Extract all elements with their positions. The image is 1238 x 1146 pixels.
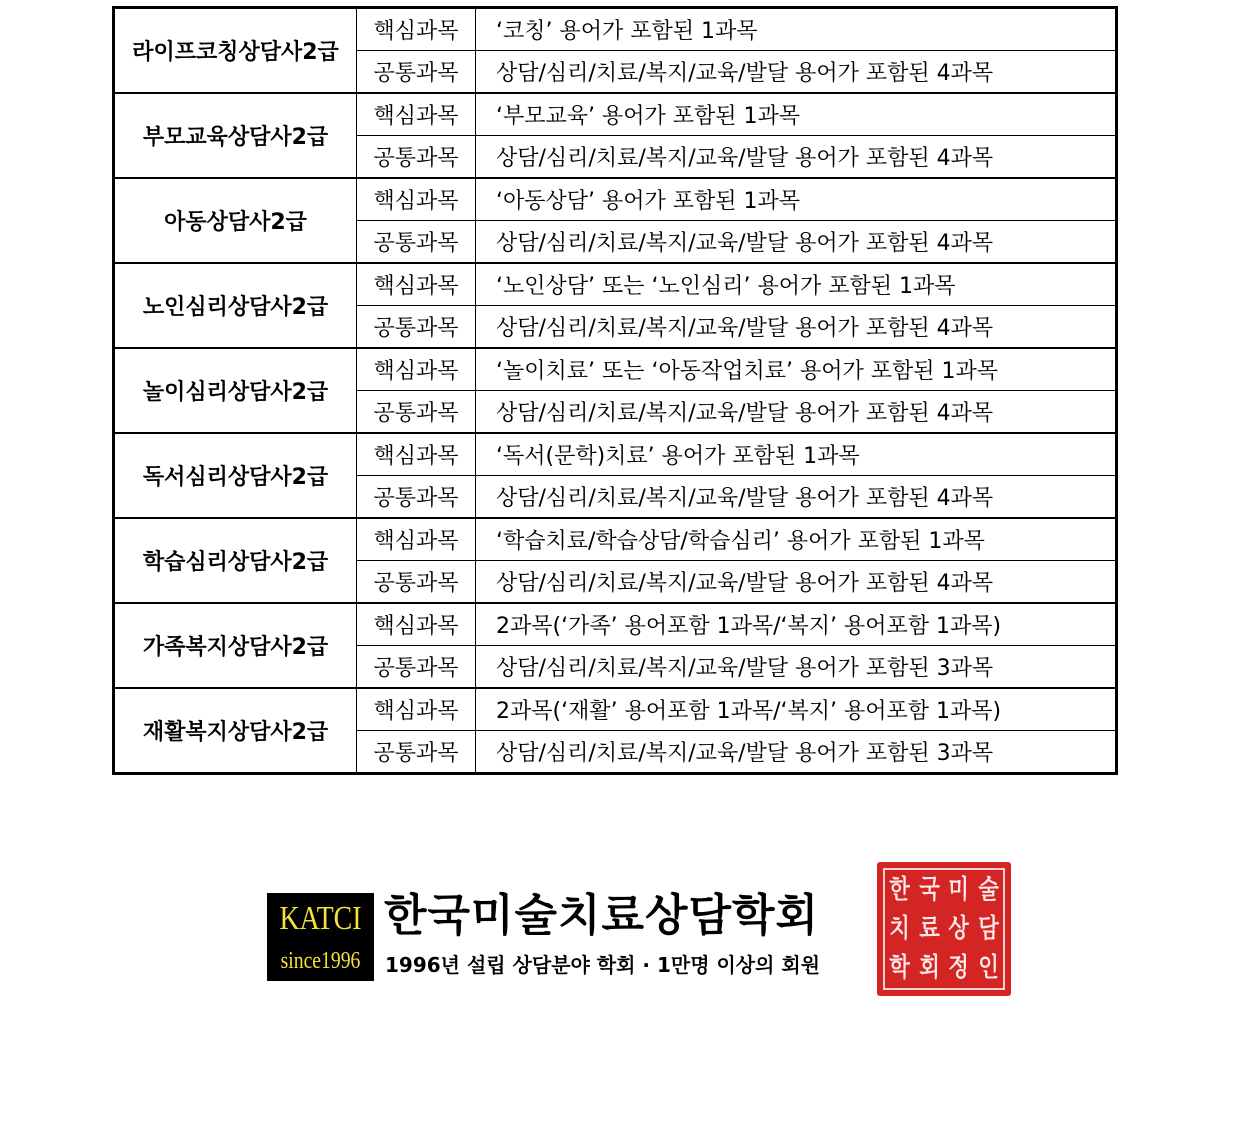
core-course-label: 핵심과목 — [357, 433, 476, 476]
seal-character: 인 — [977, 953, 999, 984]
society-name: 한국미술치료상담학회 — [384, 890, 820, 941]
common-course-requirement: 상담/심리/치료/복지/교육/발달 용어가 포함된 4과목 — [476, 306, 1117, 349]
common-course-requirement: 상담/심리/치료/복지/교육/발달 용어가 포함된 3과목 — [476, 731, 1117, 774]
table-row — [114, 263, 1117, 306]
table-row — [114, 603, 1117, 646]
table-row — [114, 688, 1117, 731]
core-course-label: 핵심과목 — [357, 603, 476, 646]
common-course-requirement: 상담/심리/치료/복지/교육/발달 용어가 포함된 4과목 — [476, 391, 1117, 434]
common-course-label: 공통과목 — [357, 391, 476, 434]
seal-character: 국 — [918, 874, 940, 905]
common-course-requirement: 상담/심리/치료/복지/교육/발달 용어가 포함된 3과목 — [476, 646, 1117, 689]
core-course-requirement: 2과목(‘가족’ 용어포함 1과목/‘복지’ 용어포함 1과목) — [476, 603, 1117, 646]
common-course-requirement: 상담/심리/치료/복지/교육/발달 용어가 포함된 4과목 — [476, 221, 1117, 264]
table-row — [114, 8, 1117, 51]
core-course-requirement: ‘노인상담’ 또는 ‘노인심리’ 용어가 포함된 1과목 — [476, 263, 1117, 306]
seal-character: 상 — [948, 913, 970, 944]
core-course-requirement: ‘부모교육’ 용어가 포함된 1과목 — [476, 93, 1117, 136]
core-course-requirement: 2과목(‘재활’ 용어포함 1과목/‘복지’ 용어포함 1과목) — [476, 688, 1117, 731]
common-course-requirement: 상담/심리/치료/복지/교육/발달 용어가 포함된 4과목 — [476, 476, 1117, 519]
table-row — [114, 348, 1117, 391]
common-course-label: 공통과목 — [357, 136, 476, 179]
seal-character: 미 — [948, 874, 970, 905]
table-body — [114, 8, 1117, 774]
table-row — [114, 93, 1117, 136]
certificate-name: 놀이심리상담사2급 — [114, 348, 357, 433]
core-course-label: 핵심과목 — [357, 518, 476, 561]
core-course-requirement: ‘놀이치료’ 또는 ‘아동작업치료’ 용어가 포함된 1과목 — [476, 348, 1117, 391]
certificate-name: 독서심리상담사2급 — [114, 433, 357, 518]
table-row — [114, 433, 1117, 476]
common-course-requirement: 상담/심리/치료/복지/교육/발달 용어가 포함된 4과목 — [476, 136, 1117, 179]
seal-character: 료 — [918, 913, 940, 944]
core-course-label: 핵심과목 — [357, 8, 476, 51]
common-course-label: 공통과목 — [357, 646, 476, 689]
certificate-name: 가족복지상담사2급 — [114, 603, 357, 688]
certificate-name: 학습심리상담사2급 — [114, 518, 357, 603]
common-course-label: 공통과목 — [357, 731, 476, 774]
certificate-name: 노인심리상담사2급 — [114, 263, 357, 348]
seal-frame — [883, 868, 1005, 990]
seal-character: 술 — [977, 874, 999, 905]
core-course-label: 핵심과목 — [357, 263, 476, 306]
core-course-label: 핵심과목 — [357, 348, 476, 391]
certificate-name: 부모교육상담사2급 — [114, 93, 357, 178]
core-course-label: 핵심과목 — [357, 688, 476, 731]
seal-character: 학 — [889, 953, 911, 984]
table-row — [114, 178, 1117, 221]
core-course-requirement: ‘아동상담’ 용어가 포함된 1과목 — [476, 178, 1117, 221]
certificate-name: 재활복지상담사2급 — [114, 688, 357, 774]
society-seal-stamp — [877, 862, 1011, 996]
katci-logo-since: since1996 — [280, 948, 361, 974]
core-course-label: 핵심과목 — [357, 178, 476, 221]
core-course-requirement: ‘학습치료/학습상담/학습심리’ 용어가 포함된 1과목 — [476, 518, 1117, 561]
core-course-label: 핵심과목 — [357, 93, 476, 136]
common-course-label: 공통과목 — [357, 476, 476, 519]
katci-logo — [267, 893, 374, 981]
society-tagline: 1996년 설립 상담분야 학회 · 1만명 이상의 회원 — [385, 953, 821, 977]
common-course-requirement: 상담/심리/치료/복지/교육/발달 용어가 포함된 4과목 — [476, 561, 1117, 604]
common-course-label: 공통과목 — [357, 221, 476, 264]
katci-logo-name: KATCI — [279, 900, 362, 937]
common-course-requirement: 상담/심리/치료/복지/교육/발달 용어가 포함된 4과목 — [476, 51, 1117, 94]
seal-character: 담 — [977, 913, 999, 944]
common-course-label: 공통과목 — [357, 306, 476, 349]
core-course-requirement: ‘독서(문학)치료’ 용어가 포함된 1과목 — [476, 433, 1117, 476]
common-course-label: 공통과목 — [357, 561, 476, 604]
certificate-course-table — [112, 6, 1118, 775]
core-course-requirement: ‘코칭’ 용어가 포함된 1과목 — [476, 8, 1117, 51]
seal-character: 치 — [889, 913, 911, 944]
seal-character: 회 — [918, 953, 940, 984]
certificate-name: 아동상담사2급 — [114, 178, 357, 263]
seal-character: 한 — [889, 874, 911, 905]
common-course-label: 공통과목 — [357, 51, 476, 94]
table-row — [114, 518, 1117, 561]
seal-character: 정 — [948, 953, 970, 984]
certificate-name: 라이프코칭상담사2급 — [114, 8, 357, 94]
